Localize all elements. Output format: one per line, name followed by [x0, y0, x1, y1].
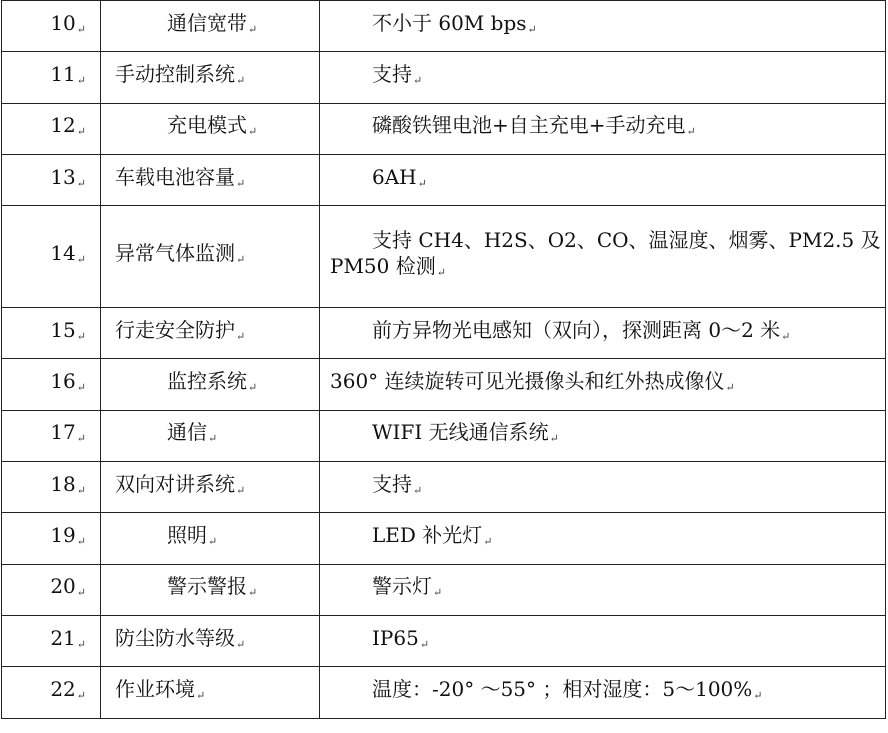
row-number-cell — [2, 154, 101, 205]
item-name-cell — [101, 564, 320, 615]
item-value-cell — [320, 667, 886, 718]
paragraph-mark-icon: ↵ — [208, 535, 218, 549]
item-value: 不小于 60M bps↵ — [372, 10, 537, 36]
paragraph-mark-icon: ↵ — [725, 381, 735, 395]
paragraph-mark-icon: ↵ — [76, 432, 86, 446]
row-number: 20 — [50, 574, 76, 599]
row-number-cell — [2, 462, 101, 513]
item-name-cell — [101, 206, 320, 308]
item-name-cell — [101, 462, 320, 513]
paragraph-mark-icon: ↵ — [76, 637, 86, 651]
paragraph-mark-icon: ↵ — [419, 637, 430, 651]
paragraph-mark-icon: ↵ — [413, 73, 423, 87]
row-number-cell — [2, 410, 101, 461]
row-number-cell — [2, 667, 101, 718]
paragraph-mark-icon: ↵ — [248, 586, 258, 600]
row-number: 14 — [50, 241, 76, 266]
table-row — [2, 308, 886, 359]
paragraph-mark-icon: ↵ — [76, 253, 86, 267]
table-row — [2, 359, 886, 410]
paragraph-mark-icon: ↵ — [248, 125, 258, 139]
item-name: 照明 — [167, 523, 207, 548]
table-row — [2, 462, 886, 513]
row-number: 12 — [50, 113, 76, 138]
item-value-cell — [320, 564, 886, 615]
item-name-cell — [101, 103, 320, 154]
paragraph-mark-icon: ↵ — [76, 125, 86, 139]
item-value: 磷酸铁锂电池+自主充电+手动充电↵ — [372, 113, 696, 139]
row-number: 19 — [50, 523, 76, 548]
row-number-cell — [2, 103, 101, 154]
item-value-cell — [320, 359, 886, 410]
table-row — [2, 103, 886, 154]
item-value-cell — [320, 1, 886, 52]
item-value: 温度：-20° ～55° ；相对湿度：5～100%↵ — [372, 676, 763, 702]
table-row — [2, 564, 886, 615]
paragraph-mark-icon: ↵ — [248, 381, 258, 395]
item-value: WIFI 无线通信系统↵ — [372, 420, 559, 446]
item-value-cell — [320, 154, 886, 205]
row-number: 11 — [50, 61, 76, 86]
table-row — [2, 154, 886, 205]
item-name: 监控系统 — [167, 369, 247, 394]
paragraph-mark-icon: ↵ — [436, 266, 446, 280]
table-row — [2, 410, 886, 461]
item-name: 手动控制系统 — [115, 61, 235, 86]
paragraph-mark-icon: ↵ — [686, 125, 696, 139]
paragraph-mark-icon: ↵ — [76, 535, 86, 549]
item-name: 警示警报 — [167, 574, 247, 599]
item-name: 通信 — [167, 420, 207, 445]
paragraph-mark-icon: ↵ — [76, 381, 86, 395]
table-row — [2, 667, 886, 718]
row-number-cell — [2, 1, 101, 52]
paragraph-mark-icon: ↵ — [208, 432, 218, 446]
paragraph-mark-icon: ↵ — [248, 22, 258, 36]
item-value: 360° 连续旋转可见光摄像头和红外热成像仪↵ — [330, 369, 735, 395]
row-number-cell — [2, 52, 101, 103]
paragraph-mark-icon: ↵ — [76, 483, 86, 497]
paragraph-mark-icon: ↵ — [76, 329, 86, 343]
paragraph-mark-icon: ↵ — [433, 586, 443, 600]
item-name-cell — [101, 615, 320, 666]
item-value-cell — [320, 52, 886, 103]
paragraph-mark-icon: ↵ — [413, 483, 423, 497]
row-number-cell — [2, 359, 101, 410]
item-name-cell — [101, 1, 320, 52]
row-number-cell — [2, 513, 101, 564]
paragraph-mark-icon: ↵ — [196, 688, 206, 702]
item-value-cell — [320, 410, 886, 461]
paragraph-mark-icon: ↵ — [76, 176, 86, 190]
item-name-cell — [101, 513, 320, 564]
paragraph-mark-icon: ↵ — [236, 637, 246, 651]
paragraph-mark-icon: ↵ — [549, 432, 559, 446]
row-number: 21 — [50, 625, 76, 650]
item-name-cell — [101, 667, 320, 718]
item-name: 异常气体监测 — [115, 241, 235, 266]
paragraph-mark-icon: ↵ — [76, 22, 86, 36]
paragraph-mark-icon: ↵ — [483, 535, 493, 549]
paragraph-mark-icon: ↵ — [76, 586, 86, 600]
item-value-cell — [320, 103, 886, 154]
item-value-cell — [320, 308, 886, 359]
item-value: 前方异物光电感知（双向），探测距离 0～2 米↵ — [372, 317, 791, 343]
item-value: 支持↵ — [372, 471, 423, 497]
item-value-cell — [320, 206, 886, 308]
row-number-cell — [2, 564, 101, 615]
paragraph-mark-icon: ↵ — [236, 253, 246, 267]
row-number: 13 — [50, 164, 76, 189]
row-number: 17 — [50, 420, 76, 445]
row-number: 10 — [50, 10, 76, 35]
item-name-cell — [101, 308, 320, 359]
paragraph-mark-icon: ↵ — [781, 329, 791, 343]
item-name-cell — [101, 154, 320, 205]
paragraph-mark-icon: ↵ — [417, 176, 427, 190]
paragraph-mark-icon: ↵ — [236, 329, 246, 343]
item-name: 双向对讲系统 — [115, 471, 235, 496]
item-name: 充电模式 — [167, 113, 247, 138]
item-value: LED 补光灯↵ — [372, 523, 493, 549]
paragraph-mark-icon: ↵ — [527, 22, 537, 36]
item-name-cell — [101, 359, 320, 410]
item-value-cell — [320, 513, 886, 564]
table-row — [2, 615, 886, 666]
row-number-cell — [2, 615, 101, 666]
table-row — [2, 1, 886, 52]
row-number-cell — [2, 308, 101, 359]
item-name-cell — [101, 52, 320, 103]
spec-table — [1, 0, 886, 719]
item-name: 通信宽带 — [167, 10, 247, 35]
table-row — [2, 513, 886, 564]
item-name: 行走安全防护 — [115, 317, 235, 342]
paragraph-mark-icon: ↵ — [76, 73, 86, 87]
paragraph-mark-icon: ↵ — [236, 176, 246, 190]
row-number-cell — [2, 206, 101, 308]
item-name: 防尘防水等级 — [115, 625, 235, 650]
item-value: 支持↵ — [372, 61, 423, 87]
item-value: 6AH↵ — [372, 164, 427, 190]
item-name: 作业环境 — [115, 676, 195, 701]
item-value: IP65↵ — [372, 625, 430, 651]
table-row — [2, 206, 886, 308]
paragraph-mark-icon: ↵ — [753, 688, 763, 702]
row-number: 22 — [50, 676, 76, 701]
item-name: 车载电池容量 — [115, 164, 235, 189]
table-row — [2, 52, 886, 103]
paragraph-mark-icon: ↵ — [76, 688, 86, 702]
item-value: 警示灯↵ — [372, 574, 443, 600]
item-value: 支持 CH4、H2S、O2、CO、温湿度、烟雾、PM2.5 及 PM50 检测↵ — [330, 228, 881, 280]
item-value-cell — [320, 462, 886, 513]
row-number: 18 — [50, 471, 76, 496]
paragraph-mark-icon: ↵ — [236, 73, 246, 87]
row-number: 16 — [50, 369, 76, 394]
item-value-cell — [320, 615, 886, 666]
item-name-cell — [101, 410, 320, 461]
paragraph-mark-icon: ↵ — [236, 483, 246, 497]
row-number: 15 — [50, 317, 76, 342]
